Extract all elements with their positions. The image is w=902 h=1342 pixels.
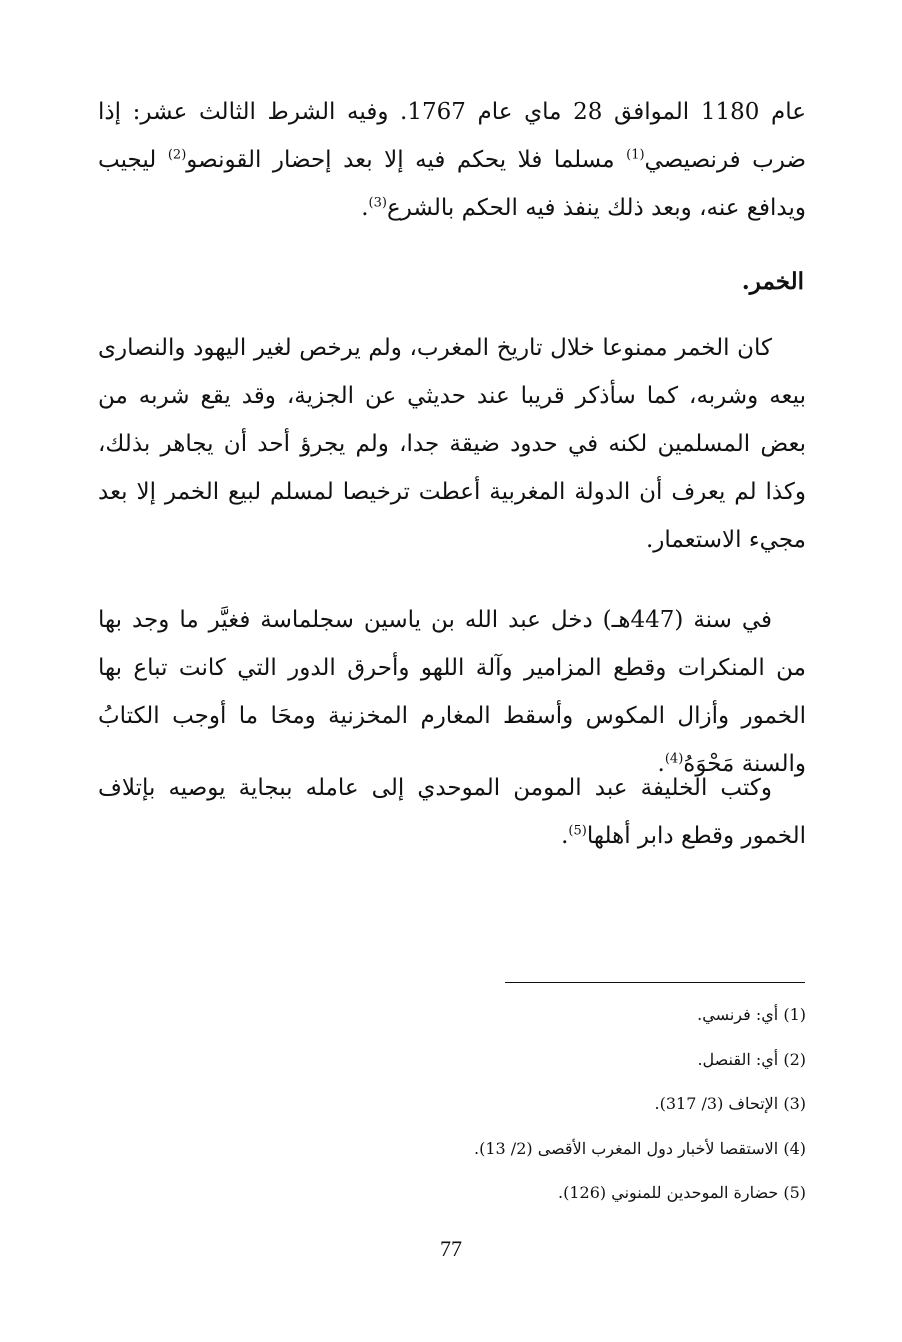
paragraph-1-text-end: ليجيب ويدافع عنه، وبعد ذلك ينفذ فيه الحكم بالشرع	[98, 147, 806, 221]
footnote-5: (5) حضارة الموحدين للمنوني (126).	[558, 1183, 806, 1202]
section-heading: الخمر.	[741, 268, 804, 295]
paragraph-1-text: عام 1180 الموافق 28 ماي عام 1767. وفيه الشرط الثالث عشر: إذا ضرب فرنصيصي	[98, 99, 807, 173]
paragraph-1-text-mid: مسلما فلا يحكم فيه إلا بعد إحضار القونصو	[186, 147, 627, 173]
footnote-separator	[505, 982, 805, 983]
footnote-ref-2[interactable]: (2)	[167, 147, 187, 163]
footnote-ref-1[interactable]: (1)	[626, 147, 645, 163]
paragraph-3	[98, 596, 806, 788]
footnote-3: (3) الإتحاف (3/ 317).	[654, 1094, 806, 1113]
footnote-ref-3[interactable]: (3)	[368, 195, 387, 211]
page-number: 77	[440, 1236, 462, 1261]
paragraph-1-close: .	[361, 195, 369, 221]
paragraph-4-text: وكتب الخليفة عبد المومن الموحدي إلى عامله ببجاية يوصيه بإتلاف الخمور وقطع دابر أهلها	[98, 775, 806, 849]
paragraph-4	[98, 764, 806, 860]
footnote-1: (1) أي: فرنسي.	[697, 1005, 806, 1024]
paragraph-2-text: كان الخمر ممنوعا خلال تاريخ المغرب، ولم يرخص لغير اليهود والنصارى بيعه وشربه، كما سأذكر قريبا عند حديثي عن الجزية، وقد يقع شربه من بعض المسلمين لكنه في حدود ضيقة جدا، ولم يجرؤ أحد أن يجاهر بذلك، وكذا لم يعرف أن الدولة المغربية أعطت ترخيصا لمسلم لبيع الخمر إلا بعد مجيء الاستعمار.	[98, 335, 806, 553]
footnote-2: (2) أي: القنصل.	[697, 1049, 806, 1069]
paragraph-3-close: .	[657, 751, 665, 777]
footnote-4: (4) الاستقصا لأخبار دول المغرب الأقصى (2/ 13).	[474, 1138, 806, 1158]
footnote-ref-5[interactable]: (5)	[568, 823, 587, 839]
paragraph-1	[98, 88, 806, 232]
footnote-ref-4[interactable]: (4)	[664, 751, 684, 767]
paragraph-4-close: .	[561, 823, 569, 849]
paragraph-2	[98, 324, 806, 564]
paragraph-3-text: في سنة (447هـ) دخل عبد الله بن ياسين سجلماسة فغيَّر ما وجد بها من المنكرات وقطع المزامير وآلة اللهو وأحرق الدور التي كانت تباع بها الخمور وأزال المكوس وأسقط المغارم المخزنية ومحَا ما أوجب الكتابُ والسنة مَحْوَهُ	[98, 607, 806, 777]
footnotes-list	[306, 1000, 806, 1223]
